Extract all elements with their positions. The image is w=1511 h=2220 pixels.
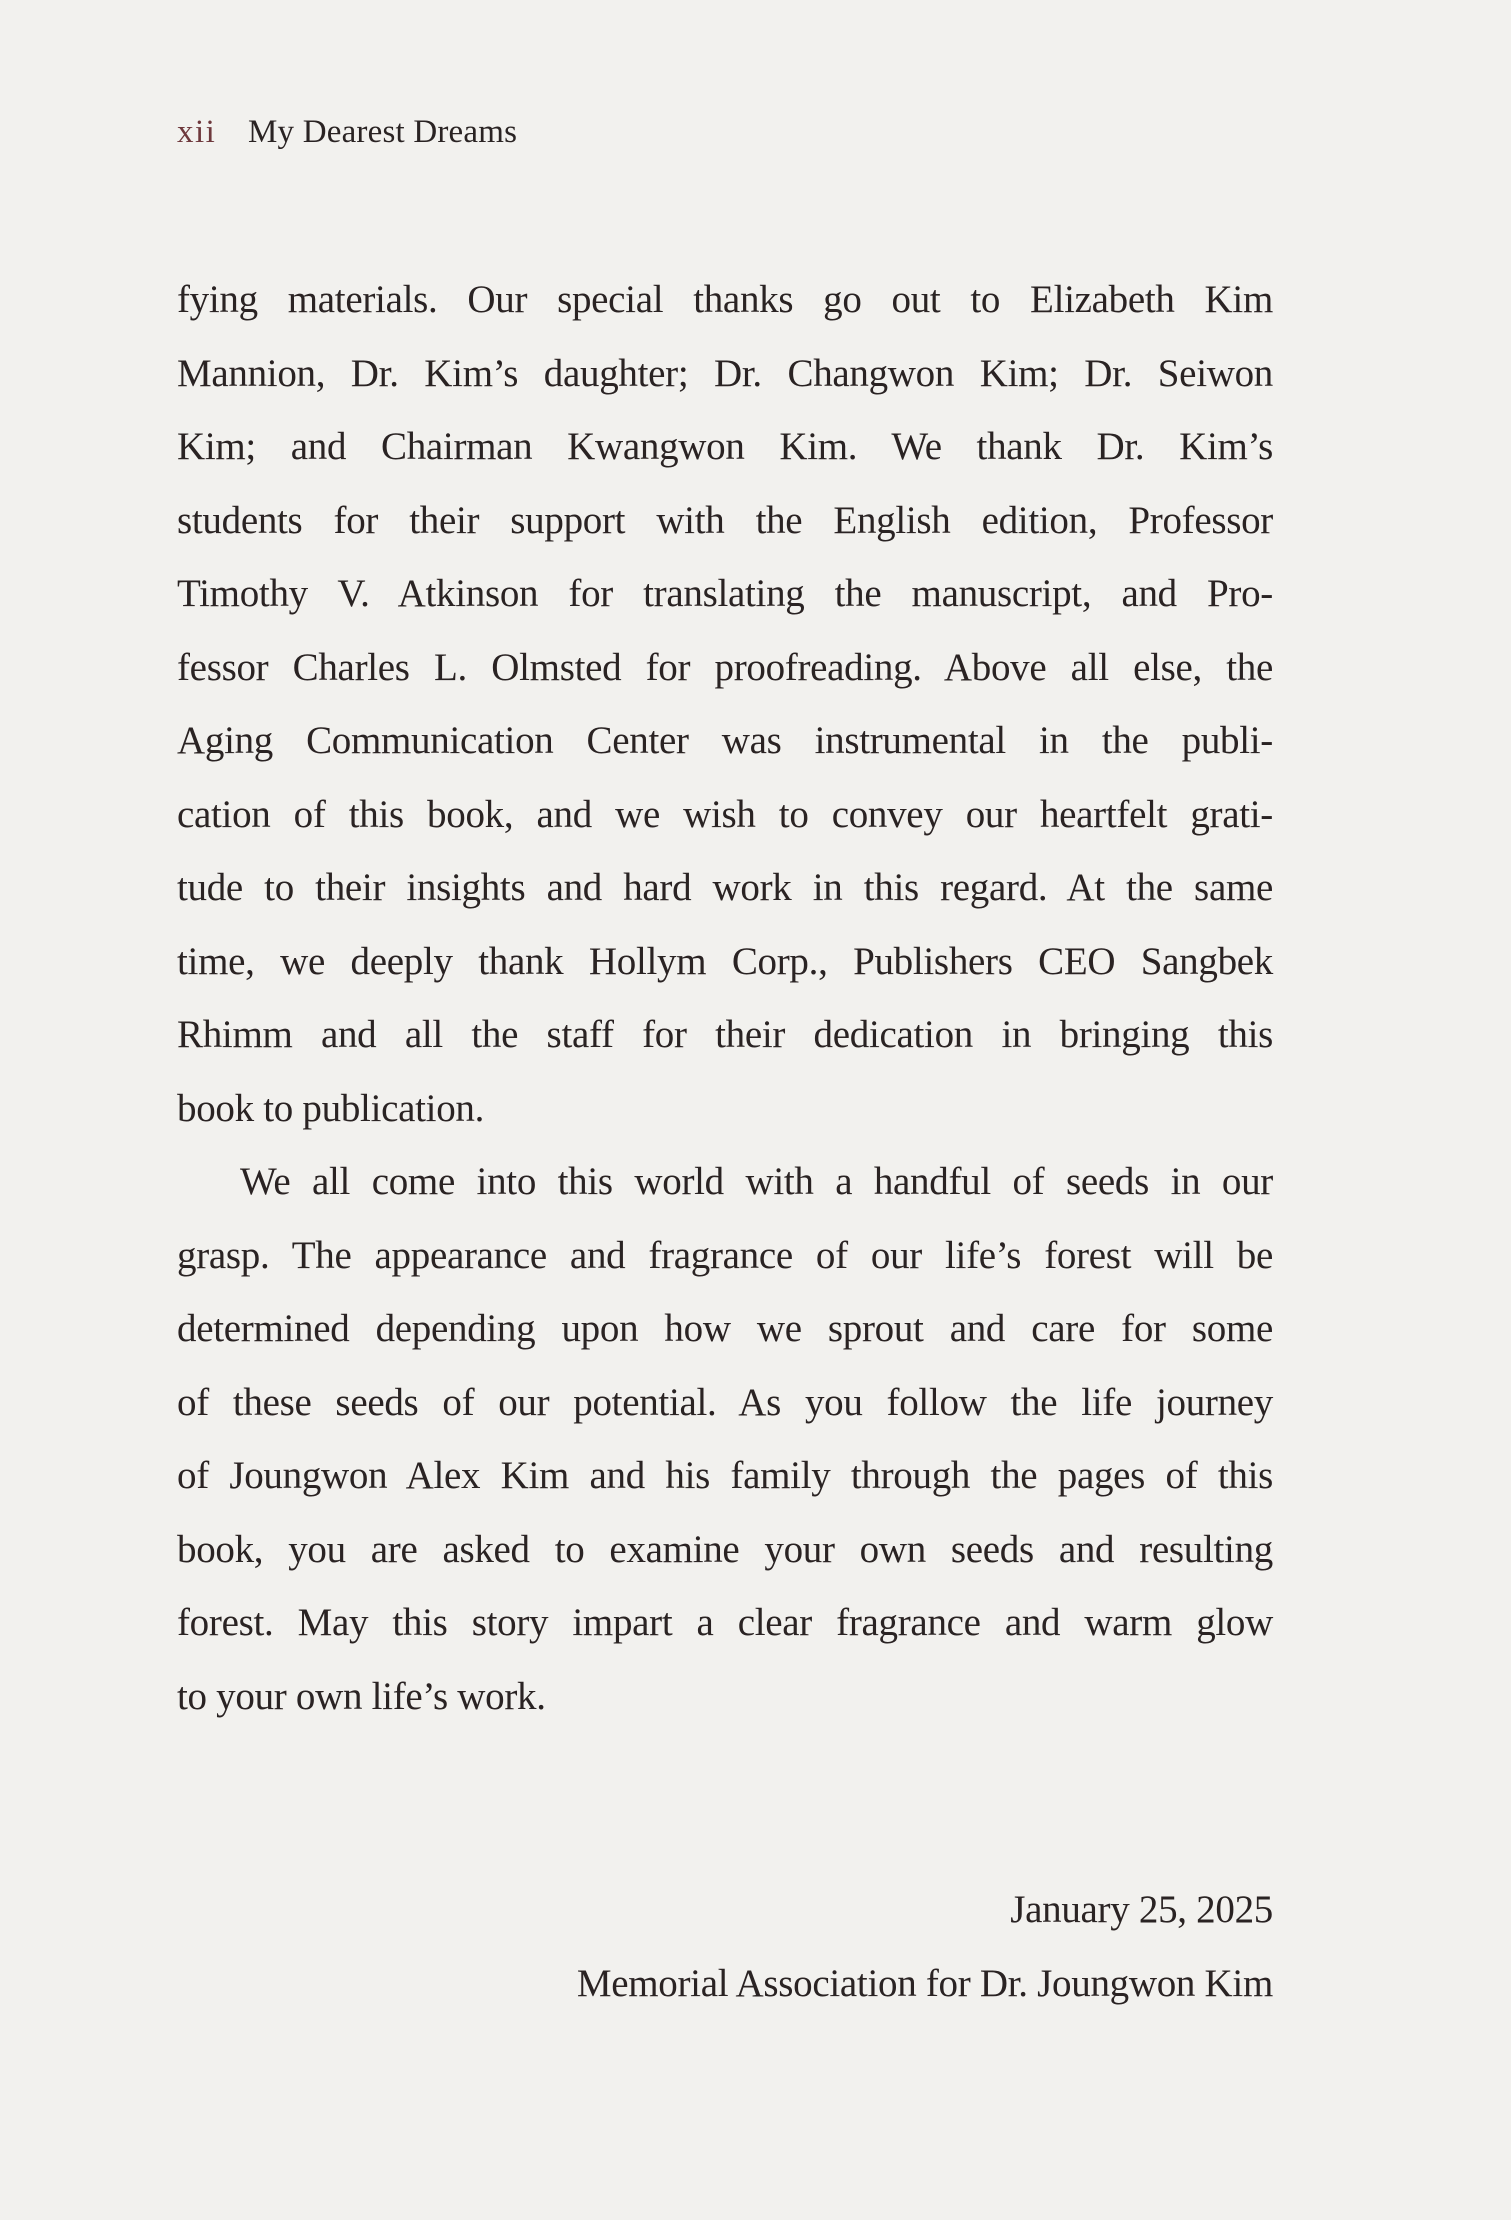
body-line: Aging Communication Center was instrumental in the publi- [177,719,1273,762]
closing-block [177,1873,1273,2020]
body-line: tude to their insights and hard work in this regard. At the same [177,866,1273,909]
closing-signature: Memorial Association for Dr. Joungwon Kim [576,1961,1273,2005]
body-line: Kim; and Chairman Kwangwon Kim. We thank Dr. Kim’s [177,425,1273,468]
body-line: Rhimm and all the staff for their dedication in bringing this [177,1013,1273,1056]
body-line: time, we deeply thank Hollym Corp., Publishers CEO Sangbek [177,939,1273,983]
body-line: Timothy V. Atkinson for translating the manuscript, and Pro- [177,572,1273,615]
body-line: students for their support with the English edition, Professor [177,498,1273,542]
body-line: forest. May this story impart a clear fragrance and warm glow [177,1601,1273,1644]
body-text-block [177,263,1273,1733]
body-line: fessor Charles L. Olmsted for proofreading. Above all else, the [177,645,1273,689]
page-number-folio: xii [177,114,217,150]
body-line-paragraph-end: to your own life’s work. [177,1674,546,1718]
body-line: fying materials. Our special thanks go out to Elizabeth Kim [177,278,1273,321]
body-line-paragraph-end: book to publication. [177,1086,485,1130]
body-line-paragraph-start: We all come into this world with a handful of seeds in our [240,1160,1273,1203]
running-head-title: My Dearest Dreams [248,114,518,150]
body-line: of these seeds of our potential. As you follow the life journey [177,1380,1273,1424]
body-line: cation of this book, and we wish to convey our heartfelt grati- [177,792,1273,836]
closing-date: January 25, 2025 [1010,1888,1273,1931]
body-line: grasp. The appearance and fragrance of our life’s forest will be [177,1233,1273,1277]
page-header [177,116,1273,156]
body-line: Mannion, Dr. Kim’s daughter; Dr. Changwon Kim; Dr. Seiwon [177,351,1273,395]
body-line: of Joungwon Alex Kim and his family through the pages of this [177,1454,1273,1497]
body-line: book, you are asked to examine your own seeds and resulting [177,1527,1273,1571]
body-line: determined depending upon how we sprout and care for some [177,1307,1273,1350]
